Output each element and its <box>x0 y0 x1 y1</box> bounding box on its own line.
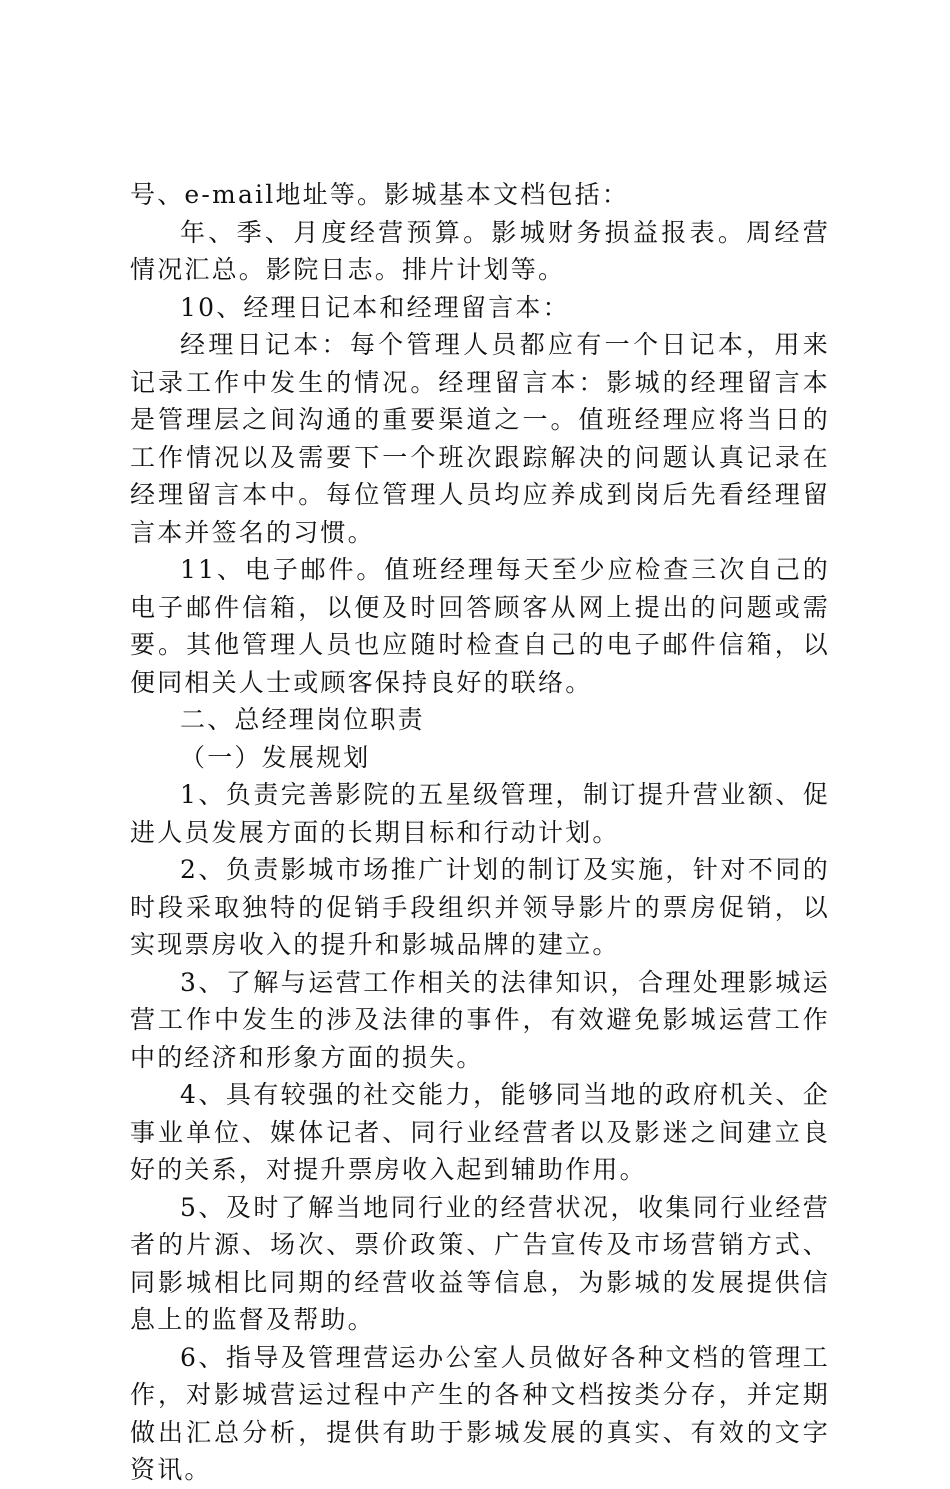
list-item-4: 4、具有较强的社交能力，能够同当地的政府机关、企事业单位、媒体记者、同行业经营者以及影迷之间建立良好的关系，对提升票房收入起到辅助作用。 <box>130 1080 830 1184</box>
list-item-6: 6、指导及管理营运办公室人员做好各种文档的管理工作，对影城营运过程中产生的各种文档按类分存，并定期做出汇总分析，提供有助于影城发展的真实、有效的文字资讯。 <box>130 1342 830 1484</box>
heading-manager-notebooks: 10、经理日记本和经理留言本： <box>180 292 570 322</box>
paragraph-manager-notebooks: 经理日记本：每个管理人员都应有一个日记本，用来记录工作中发生的情况。经理留言本：影城的经理留言本是管理层之间沟通的重要渠道之一。值班经理应将当日的工作情况以及需要下一个班次跟踪解决的问题认真记录在经理留言本中。每位管理人员均应养成到岗后先看经理留言本并签名的习惯。 <box>130 330 830 547</box>
document-body <box>130 176 830 1489</box>
list-item-3: 3、了解与运营工作相关的法律知识，合理处理影城运营工作中发生的涉及法律的事件，有效避免影城运营工作中的经济和形象方面的损失。 <box>130 967 830 1072</box>
list-item-1: 1、负责完善影院的五星级管理，制订提升营业额、促进人员发展方面的长期目标和行动计划。 <box>130 780 830 847</box>
paragraph-basic-documents: 年、季、月度经营预算。影城财务损益报表。周经营情况汇总。影院日志。排片计划等。 <box>130 217 830 284</box>
paragraph-contact-info: 号、e-mail地址等。影城基本文档包括： <box>130 180 630 209</box>
subsection-heading-development-planning: （一）发展规划 <box>180 742 371 772</box>
section-heading-gm-duties: 二、总经理岗位职责 <box>180 705 425 734</box>
list-item-5: 5、及时了解当地同行业的经营状况，收集同行业经营者的片源、场次、票价政策、广告宣传及市场营销方式、同影城相比同期的经营收益等信息，为影城的发展提供信息上的监督及帮助。 <box>130 1192 830 1334</box>
paragraph-email: 11、电子邮件。值班经理每天至少应检查三次自己的电子邮件信箱，以便及时回答顾客从网上提出的问题或需要。其他管理人员也应随时检查自己的电子邮件信箱，以便同相关人士或顾客保持良好的联络。 <box>130 555 830 697</box>
list-item-2: 2、负责影城市场推广计划的制订及实施，针对不同的时段采取独特的促销手段组织并领导影片的票房促销，以实现票房收入的提升和影城品牌的建立。 <box>130 855 830 959</box>
